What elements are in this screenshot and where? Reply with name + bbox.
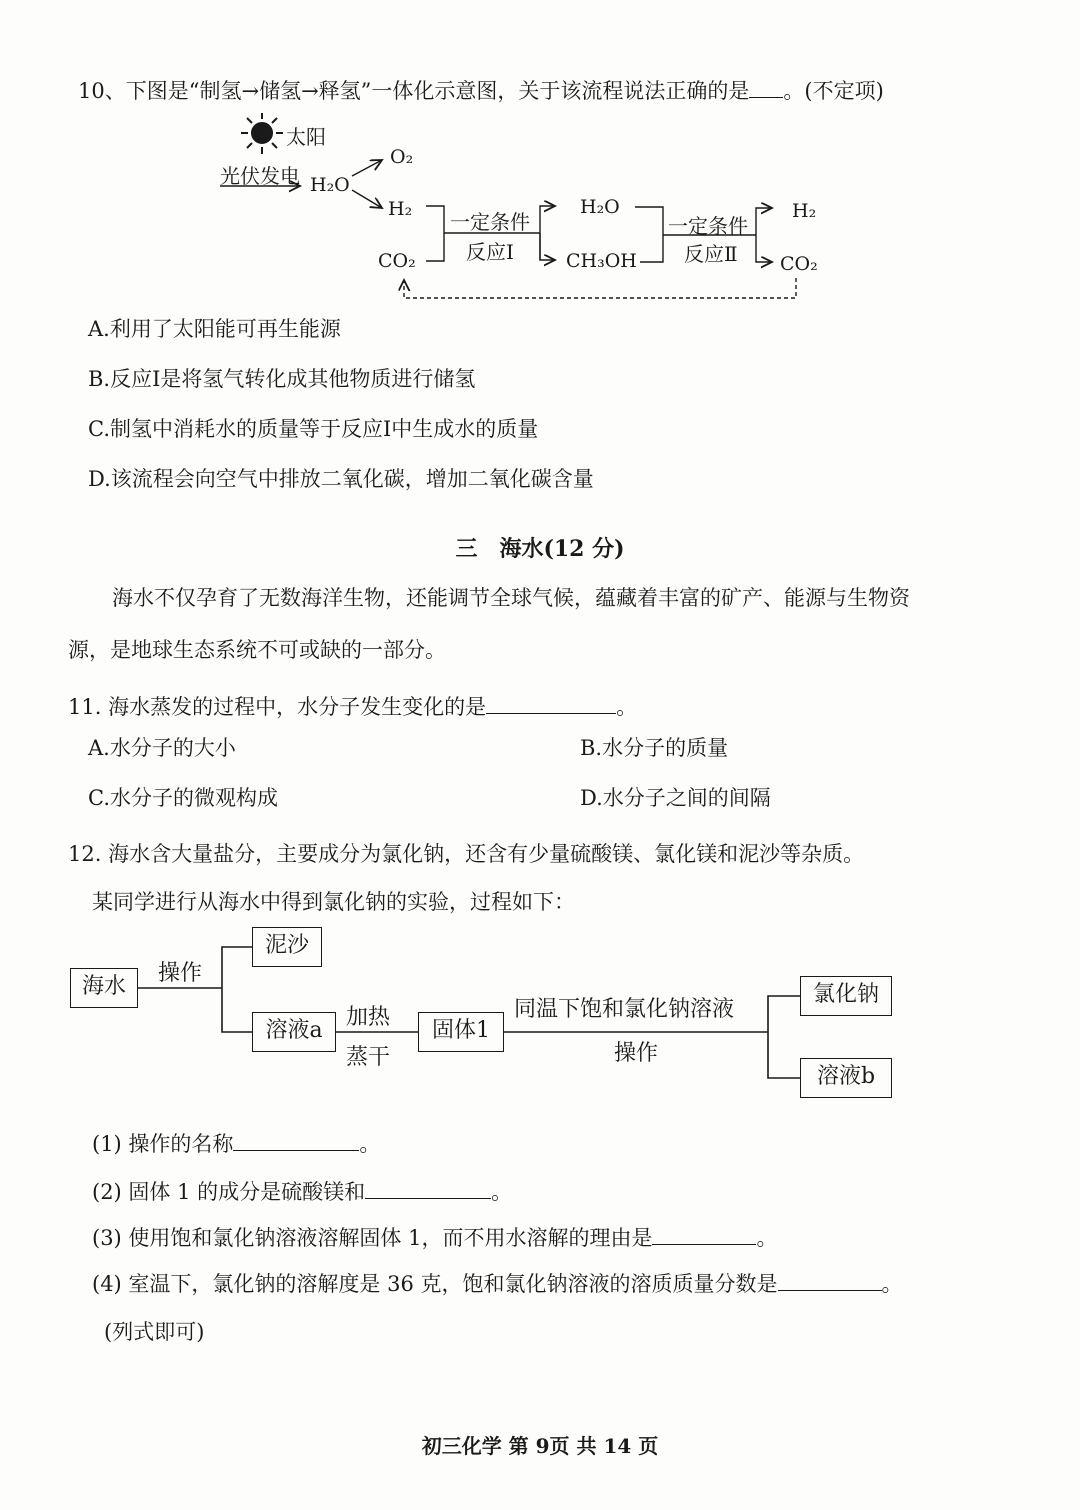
q12-sub3 (92, 1222, 777, 1252)
section3-intro-line2: 源，是地球生态系统不可或缺的一部分。 (68, 638, 446, 662)
q12-sub3-text: (3) 使用饱和氯化钠溶液溶解固体 1，而不用水溶解的理由是 (92, 1226, 653, 1250)
q11-stem-suffix: 。 (616, 695, 638, 719)
q11-option-a[interactable]: A.水分子的大小 (88, 736, 236, 760)
section3-intro-line1: 海水不仅孕育了无数海洋生物，还能调节全球气候，蕴藏着丰富的矿产、能源与生物资 (112, 586, 910, 610)
q11-stem (68, 691, 637, 721)
solid1-box: 固体1 (418, 1012, 504, 1052)
q11-option-c[interactable]: C.水分子的微观构成 (88, 786, 278, 810)
q11-stem-text: 11. 海水蒸发的过程中，水分子发生变化的是 (68, 695, 487, 719)
solution-b-box: 溶液b (800, 1058, 892, 1098)
q12-sub3-blank[interactable] (652, 1224, 756, 1245)
h2-in-label: H₂ (388, 198, 413, 220)
q10-option-d[interactable]: D.该流程会向空气中排放二氧化碳，增加二氧化碳含量 (88, 467, 594, 491)
o2-arrow (352, 160, 382, 176)
ch3oh-label: CH₃OH (566, 250, 637, 272)
h2o-mid-label: H₂O (580, 196, 620, 218)
q11-option-d[interactable]: D.水分子之间的间隔 (580, 786, 771, 810)
q12-stem-line2: 某同学进行从海水中得到氯化钠的实验，过程如下： (92, 890, 575, 914)
q10-option-a[interactable]: A.利用了太阳能可再生能源 (88, 317, 341, 341)
q12-sub3-suffix: 。 (756, 1226, 778, 1250)
heat-label: 加热 (346, 1005, 391, 1030)
q10-option-c[interactable]: C.制氢中消耗水的质量等于反应Ⅰ中生成水的质量 (88, 417, 539, 441)
saturated-label: 同温下饱和氯化钠溶液 (514, 997, 735, 1022)
h2-arrow (352, 190, 382, 208)
q12-sub4-note: (列式即可) (104, 1320, 205, 1344)
op2-label: 操作 (614, 1041, 659, 1066)
q10-option-b[interactable]: B.反应Ⅰ是将氢气转化成其他物质进行储氢 (88, 367, 476, 391)
q12-sub1-blank[interactable] (233, 1130, 359, 1151)
q12-sub2-blank[interactable] (365, 1178, 491, 1199)
co2-recycle-loop (404, 278, 796, 298)
sun-label: 太阳 (286, 125, 326, 149)
q12-sub4-blank[interactable] (778, 1270, 882, 1291)
q10-stem-text: 下图是“制氢→储氢→释氢”一体化示意图，关于该流程说法正确的是 (125, 79, 750, 103)
cond1-label: 一定条件 (450, 210, 530, 234)
h2o-label: H₂O (310, 174, 350, 196)
h2-out-label: H₂ (792, 200, 817, 222)
react1-label: 反应Ⅰ (466, 240, 514, 264)
react2-label: 反应Ⅱ (684, 242, 738, 266)
q12-sub1-text: (1) 操作的名称 (92, 1132, 234, 1156)
dry-label: 蒸干 (346, 1045, 391, 1070)
o2-label: O₂ (390, 146, 414, 168)
cond2-label: 一定条件 (668, 214, 748, 238)
nacl-box: 氯化钠 (800, 976, 892, 1016)
pv-label: 光伏发电 (220, 164, 300, 188)
op-label: 操作 (158, 961, 203, 986)
q12-sub1 (92, 1128, 380, 1158)
q10-number: 10、 (78, 79, 126, 103)
co2-in-label: CO₂ (378, 250, 416, 272)
co2-out-label: CO₂ (780, 253, 818, 275)
sand-box: 泥沙 (252, 927, 322, 967)
q12-sub1-suffix: 。 (359, 1132, 381, 1156)
page-footer: 初三化学 第 9页 共 14 页 (421, 1434, 659, 1458)
solution-a-box: 溶液a (252, 1012, 336, 1052)
q12-sub4-text: (4) 室温下，氯化钠的溶解度是 36 克，饱和氯化钠溶液的溶质质量分数是 (92, 1272, 778, 1296)
section3-title: 三 海水(12 分) (455, 536, 625, 562)
q12-sub2-suffix: 。 (491, 1180, 513, 1204)
q11-option-b[interactable]: B.水分子的质量 (580, 736, 729, 760)
q12-sub2 (92, 1176, 512, 1206)
q12-sub2-text: (2) 固体 1 的成分是硫酸镁和 (92, 1180, 366, 1204)
q12-sub4 (92, 1268, 903, 1298)
q12-stem-line1: 12. 海水含大量盐分，主要成分为氯化钠，还含有少量硫酸镁、氯化镁和泥沙等杂质。 (68, 842, 865, 866)
q10-stem-suffix: 。(不定项) (783, 79, 884, 103)
q12-sub4-suffix: 。 (881, 1272, 903, 1296)
sun-icon (241, 113, 283, 154)
q11-answer-blank[interactable] (486, 693, 616, 714)
seawater-box: 海水 (70, 968, 138, 1008)
